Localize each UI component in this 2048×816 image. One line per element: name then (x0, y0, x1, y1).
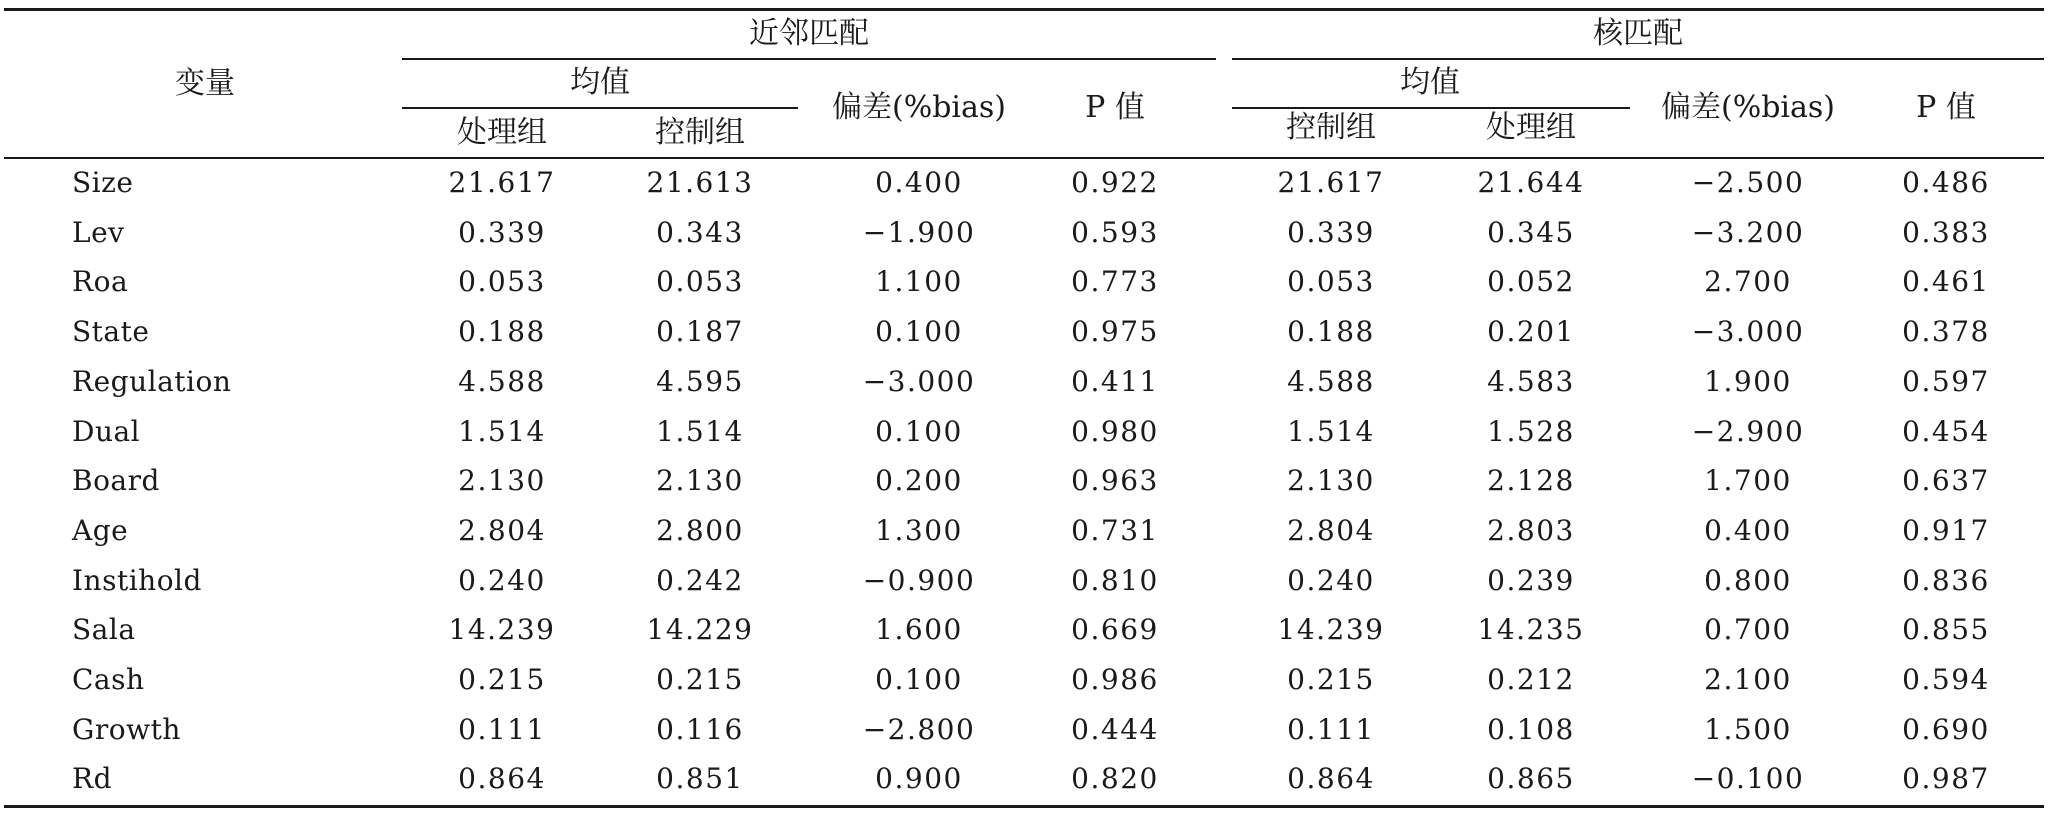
nearest-treatment-cell: 4.588 (458, 365, 546, 398)
kernel-bias-cell: −0.100 (1691, 762, 1805, 795)
bottom-rule (4, 805, 2044, 808)
nearest-p-cell: 0.980 (1071, 415, 1159, 448)
kernel-treatment-cell: 0.212 (1487, 663, 1575, 696)
nearest-p-cell: 0.810 (1071, 564, 1159, 597)
nearest-p-cell: 0.411 (1071, 365, 1159, 398)
kernel-treatment-cell: 0.345 (1487, 216, 1575, 249)
nearest-treatment-cell: 0.864 (458, 762, 546, 795)
nearest-treatment-cell: 2.804 (458, 514, 546, 547)
nearest-matching-title: 近邻匹配 (749, 16, 869, 51)
kernel-bias-cell: 2.100 (1704, 663, 1792, 696)
kernel-control-cell: 0.864 (1287, 762, 1375, 795)
nearest-control-cell: 2.130 (656, 464, 744, 497)
kernel-p-cell: 0.987 (1902, 762, 1990, 795)
nearest-control-cell: 14.229 (646, 613, 754, 646)
nearest-control-cell: 0.215 (656, 663, 744, 696)
kernel-control-cell: 2.804 (1287, 514, 1375, 547)
kernel-treatment-cell: 0.239 (1487, 564, 1575, 597)
kernel-control-cell: 0.339 (1287, 216, 1375, 249)
kernel-p-cell: 0.855 (1902, 613, 1990, 646)
nearest-control-cell: 4.595 (656, 365, 744, 398)
variable-cell: Regulation (72, 365, 232, 398)
kernel-control-cell: 0.111 (1287, 713, 1375, 746)
nearest-treatment-cell: 21.617 (448, 166, 556, 199)
kernel-p-cell: 0.461 (1902, 265, 1990, 298)
nearest-bias-cell: 0.100 (875, 663, 963, 696)
nearest-p-cell: 0.963 (1071, 464, 1159, 497)
nearest-control-cell: 21.613 (646, 166, 754, 199)
kernel-bias-cell: −3.200 (1691, 216, 1805, 249)
nearest-bias-cell: 1.600 (875, 613, 963, 646)
kernel-matching-title: 核匹配 (1593, 16, 1683, 51)
kernel-control-cell: 0.053 (1287, 265, 1375, 298)
variable-cell: Size (72, 166, 134, 199)
nearest-treatment-cell: 0.188 (458, 315, 546, 348)
kernel-treatment-cell: 0.108 (1487, 713, 1575, 746)
kernel-p-cell: 0.637 (1902, 464, 1990, 497)
header-bottom-rule (4, 157, 2044, 159)
nearest-bias-cell: −2.800 (862, 713, 976, 746)
nearest-control-cell: 0.187 (656, 315, 744, 348)
kernel-bias-cell: 1.900 (1704, 365, 1792, 398)
kernel-p-cell: 0.378 (1902, 315, 1990, 348)
kernel-p-cell: 0.486 (1902, 166, 1990, 199)
nearest-treatment-cell: 0.053 (458, 265, 546, 298)
nearest-treatment-cell: 2.130 (458, 464, 546, 497)
nearest-mean-header: 均值 (570, 65, 630, 100)
nearest-bias-cell: −0.900 (862, 564, 976, 597)
kernel-treatment-cell: 21.644 (1477, 166, 1585, 199)
kernel-treatment-cell: 0.052 (1487, 265, 1575, 298)
variable-cell: Cash (72, 663, 145, 696)
kernel-mean-header: 均值 (1400, 65, 1460, 100)
variable-cell: Instihold (72, 564, 202, 597)
kernel-control-cell: 0.240 (1287, 564, 1375, 597)
nearest-control-cell: 0.242 (656, 564, 744, 597)
kernel-p-header: P 值 (1916, 90, 1976, 125)
kernel-bias-cell: −2.500 (1691, 166, 1805, 199)
nearest-p-cell: 0.922 (1071, 166, 1159, 199)
variable-cell: Growth (72, 713, 181, 746)
nearest-control-header: 控制组 (655, 115, 745, 150)
nearest-p-cell: 0.986 (1071, 663, 1159, 696)
kernel-treatment-cell: 14.235 (1477, 613, 1585, 646)
nearest-bias-cell: 0.100 (875, 315, 963, 348)
nearest-bias-cell: 0.200 (875, 464, 963, 497)
kernel-mean-rule (1232, 107, 1630, 109)
nearest-control-cell: 1.514 (656, 415, 744, 448)
kernel-bias-cell: −2.900 (1691, 415, 1805, 448)
kernel-p-cell: 0.917 (1902, 514, 1990, 547)
top-rule (4, 8, 2044, 11)
kernel-bias-cell: 1.700 (1704, 464, 1792, 497)
nearest-treatment-cell: 0.111 (458, 713, 546, 746)
kernel-control-cell: 0.215 (1287, 663, 1375, 696)
kernel-treatment-cell: 0.201 (1487, 315, 1575, 348)
variable-cell: Roa (72, 265, 129, 298)
variable-cell: State (72, 315, 150, 348)
nearest-control-cell: 2.800 (656, 514, 744, 547)
nearest-p-cell: 0.669 (1071, 613, 1159, 646)
nearest-bias-cell: 0.400 (875, 166, 963, 199)
kernel-p-cell: 0.383 (1902, 216, 1990, 249)
nearest-group-rule (402, 58, 1216, 60)
kernel-control-cell: 4.588 (1287, 365, 1375, 398)
nearest-bias-cell: 0.900 (875, 762, 963, 795)
kernel-bias-cell: −3.000 (1691, 315, 1805, 348)
kernel-bias-cell: 0.400 (1704, 514, 1792, 547)
nearest-control-cell: 0.116 (656, 713, 744, 746)
nearest-p-cell: 0.593 (1071, 216, 1159, 249)
nearest-p-cell: 0.731 (1071, 514, 1159, 547)
kernel-p-cell: 0.594 (1902, 663, 1990, 696)
kernel-p-cell: 0.690 (1902, 713, 1990, 746)
variable-cell: Lev (72, 216, 125, 249)
kernel-bias-cell: 0.800 (1704, 564, 1792, 597)
kernel-p-cell: 0.597 (1902, 365, 1990, 398)
kernel-treatment-header: 处理组 (1486, 110, 1576, 145)
kernel-bias-cell: 0.700 (1704, 613, 1792, 646)
kernel-group-rule (1232, 58, 2044, 60)
variable-cell: Dual (72, 415, 141, 448)
nearest-control-cell: 0.053 (656, 265, 744, 298)
variable-cell: Rd (72, 762, 113, 795)
kernel-treatment-cell: 0.865 (1487, 762, 1575, 795)
variable-cell: Board (72, 464, 160, 497)
kernel-control-cell: 14.239 (1277, 613, 1385, 646)
variable-cell: Sala (72, 613, 136, 646)
kernel-control-header: 控制组 (1286, 110, 1376, 145)
kernel-control-cell: 1.514 (1287, 415, 1375, 448)
kernel-p-cell: 0.836 (1902, 564, 1990, 597)
kernel-treatment-cell: 2.803 (1487, 514, 1575, 547)
kernel-bias-header: 偏差(%bias) (1661, 90, 1835, 125)
nearest-treatment-cell: 0.339 (458, 216, 546, 249)
kernel-treatment-cell: 4.583 (1487, 365, 1575, 398)
kernel-control-cell: 0.188 (1287, 315, 1375, 348)
nearest-bias-cell: −1.900 (862, 216, 976, 249)
nearest-treatment-cell: 1.514 (458, 415, 546, 448)
nearest-treatment-cell: 0.215 (458, 663, 546, 696)
nearest-control-cell: 0.343 (656, 216, 744, 249)
nearest-bias-cell: −3.000 (862, 365, 976, 398)
nearest-treatment-cell: 14.239 (448, 613, 556, 646)
kernel-control-cell: 21.617 (1277, 166, 1385, 199)
kernel-bias-cell: 1.500 (1704, 713, 1792, 746)
nearest-p-cell: 0.773 (1071, 265, 1159, 298)
kernel-bias-cell: 2.700 (1704, 265, 1792, 298)
nearest-p-cell: 0.975 (1071, 315, 1159, 348)
variable-header: 变量 (175, 66, 235, 101)
nearest-bias-header: 偏差(%bias) (832, 90, 1006, 125)
nearest-bias-cell: 0.100 (875, 415, 963, 448)
nearest-control-cell: 0.851 (656, 762, 744, 795)
kernel-treatment-cell: 1.528 (1487, 415, 1575, 448)
nearest-p-cell: 0.820 (1071, 762, 1159, 795)
kernel-p-cell: 0.454 (1902, 415, 1990, 448)
nearest-p-header: P 值 (1085, 90, 1145, 125)
nearest-treatment-header: 处理组 (457, 115, 547, 150)
nearest-bias-cell: 1.300 (875, 514, 963, 547)
nearest-bias-cell: 1.100 (875, 265, 963, 298)
nearest-p-cell: 0.444 (1071, 713, 1159, 746)
kernel-control-cell: 2.130 (1287, 464, 1375, 497)
kernel-treatment-cell: 2.128 (1487, 464, 1575, 497)
nearest-mean-rule (402, 107, 798, 109)
variable-cell: Age (72, 514, 129, 547)
nearest-treatment-cell: 0.240 (458, 564, 546, 597)
